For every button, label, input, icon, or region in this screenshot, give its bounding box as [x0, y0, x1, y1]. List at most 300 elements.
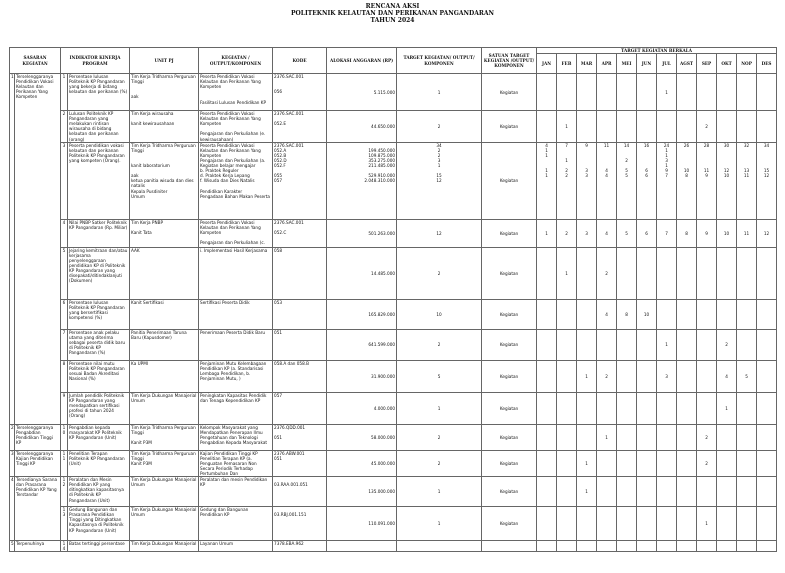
- sasaran-text: Terselenggaranya Kajian Pendidikan Tinggi KP: [15, 450, 61, 476]
- cell-line: 058.A dan 058.B: [274, 360, 309, 366]
- indikator-number: 12: [61, 477, 68, 507]
- satuan: Kegiatan: [482, 299, 537, 329]
- col-alokasi: ALOKASI ANGGARAN (RP): [327, 48, 397, 74]
- month-value: [657, 477, 677, 507]
- cell-line: 10: [683, 168, 690, 174]
- month-value: 1: [577, 360, 597, 392]
- cell-line: 109.875.000: [368, 152, 396, 158]
- month-value: [757, 247, 777, 299]
- indikator-text: Jejaring kemitraan dan/atau kerjasama penyelenggaraan pendidikan KP di Politeknik KP Pangandaran yang disepakati/ditindaklanjuti (Dokumen): [68, 247, 130, 299]
- month-value: [637, 507, 657, 541]
- month-value: 2: [717, 329, 737, 360]
- cell-line: 051: [274, 434, 283, 440]
- sasaran-number: 2: [10, 424, 15, 450]
- month-value: [737, 477, 757, 507]
- cell-line: 9: [705, 173, 708, 179]
- cell-line: Tim Kerja Dukungan Manajerial Umum: [131, 477, 197, 488]
- table-head: [10, 48, 777, 74]
- cell-line: 12: [763, 173, 770, 179]
- month-value: [717, 111, 737, 143]
- cell-line: 7378.EBA.962: [274, 541, 304, 547]
- alokasi: 501.263.000: [327, 219, 397, 247]
- month-value: 1: [697, 507, 717, 541]
- month-value: 1: [557, 247, 577, 299]
- doc-title: RENCANA AKSI: [365, 3, 420, 10]
- month-value: [577, 247, 597, 299]
- month-value: [737, 329, 757, 360]
- month-value: [697, 477, 717, 507]
- indikator-number: 5: [61, 247, 68, 299]
- col-satuan: SATUAN TARGET KEGIATAN /OUTPUT/ KOMPONEN: [482, 48, 537, 74]
- satuan: Kegiatan: [482, 392, 537, 424]
- cell-line: 1: [665, 152, 668, 158]
- cell-line: Tim Kerja Dukungan Manajerial Umum: [131, 392, 197, 403]
- cell-line: 5: [625, 168, 628, 174]
- month-value: 4: [597, 219, 617, 247]
- unit-pj: [130, 111, 199, 143]
- month-value: [577, 507, 597, 541]
- month-value: [677, 450, 697, 476]
- month-value: [617, 424, 637, 450]
- indikator-text: Pengabdian kepada masyarakat KP Politeknik KP Pangandaran (Unit): [68, 424, 130, 450]
- month-value: [637, 360, 657, 392]
- month-value: [717, 450, 737, 476]
- target-output: 1: [397, 507, 482, 541]
- target-output: 2: [397, 111, 482, 143]
- month-value: [617, 360, 637, 392]
- sasaran-number: 5: [10, 541, 15, 552]
- month-value: 2: [697, 424, 717, 450]
- month-header-des: DES: [757, 54, 777, 74]
- document-header: [0, 3, 785, 24]
- cell-line: Tim Kerja Dukungan Manajerial Umum: [131, 507, 197, 518]
- month-value: [677, 329, 697, 360]
- month-value: [557, 424, 577, 450]
- cell-line: 32: [743, 142, 750, 148]
- month-header-mei: MEI: [617, 54, 637, 74]
- cell-line: 9: [585, 142, 588, 148]
- sasaran-number: 4: [10, 477, 15, 541]
- month-value: [637, 541, 657, 552]
- cell-line: Sertifikasi Peserta Didik: [200, 299, 250, 305]
- cell-line: Pengajaran dan Perkuliahan (c.: [200, 240, 266, 246]
- table-row: [10, 329, 777, 360]
- month-value: [617, 247, 637, 299]
- cell-line: 2376.SAC.001: [274, 74, 304, 80]
- month-value: [657, 111, 677, 143]
- target-output: 2: [397, 329, 482, 360]
- cell-line: 11: [703, 168, 710, 174]
- month-value: [697, 329, 717, 360]
- month-value: [677, 74, 697, 111]
- month-value: [537, 477, 557, 507]
- month-value: [577, 329, 597, 360]
- indikator-number: 10: [61, 424, 68, 450]
- cell-line: Gedung dan Bangunan Pendidikan KP: [200, 507, 249, 518]
- cell-line: Kanit Tata: [131, 229, 152, 235]
- cell-line: Kanit P3M: [131, 439, 152, 445]
- cell-line: 1: [545, 152, 548, 158]
- month-value: [677, 424, 697, 450]
- month-value: 1: [717, 392, 737, 424]
- month-value: [757, 329, 777, 360]
- kode: [273, 360, 327, 392]
- month-value: [737, 541, 757, 552]
- satuan: Kegiatan: [482, 247, 537, 299]
- kegiatan: [199, 424, 273, 450]
- kegiatan: [199, 392, 273, 424]
- kegiatan: [199, 541, 273, 552]
- month-value: 2: [557, 219, 577, 247]
- satuan: Kegiatan: [482, 477, 537, 507]
- month-value: 1: [577, 477, 597, 507]
- month-value: [737, 74, 757, 111]
- month-value: [697, 74, 717, 111]
- cell-line: 6: [645, 173, 648, 179]
- month-value: 1: [537, 219, 557, 247]
- indikator-text: Nilai PNBP Satker Politeknik KP Pangandaran (Rp. Miliar): [68, 219, 130, 247]
- cell-line: 2: [437, 152, 441, 158]
- cell-line: 529.910.000: [368, 173, 396, 179]
- month-value: 12: [757, 219, 777, 247]
- col-target-output: TARGET KEGIATAN/ OUTPUT/ KOMPONEN: [397, 48, 482, 74]
- unit-pj: [130, 299, 199, 329]
- cell-line: 34: [436, 142, 442, 148]
- cell-line: 12: [723, 168, 730, 174]
- indikator-number: 14: [61, 541, 68, 552]
- month-value: [677, 142, 697, 219]
- cell-line: 10: [723, 173, 730, 179]
- month-value: [557, 142, 577, 219]
- cell-line: 2: [625, 157, 628, 163]
- month-value: 2: [697, 450, 717, 476]
- month-value: [557, 541, 577, 552]
- cell-line: 28: [703, 142, 710, 148]
- unit-pj: [130, 329, 199, 360]
- table-row: [10, 142, 777, 219]
- kode: [273, 507, 327, 541]
- table-row: [10, 507, 777, 541]
- target-output: [397, 142, 482, 219]
- indikator-number: 3: [61, 142, 68, 219]
- indikator-text: Persentase lulusan Politeknik KP Pangandaran yang bersertifikasi kompetensi (%): [68, 299, 130, 329]
- month-value: 10: [637, 299, 657, 329]
- cell-line: 2.048.310.000: [364, 178, 396, 184]
- satuan: Kegiatan: [482, 111, 537, 143]
- month-value: 8: [617, 299, 637, 329]
- kegiatan: [199, 329, 273, 360]
- alokasi: 45.000.000: [327, 450, 397, 476]
- month-value: [597, 477, 617, 507]
- month-value: [757, 507, 777, 541]
- month-value: [657, 507, 677, 541]
- kegiatan: [199, 111, 273, 143]
- month-value: [537, 392, 557, 424]
- month-value: 1: [577, 450, 597, 476]
- cell-line: 6: [645, 168, 648, 174]
- month-value: [537, 299, 557, 329]
- month-value: [697, 541, 717, 552]
- satuan: Kegiatan: [482, 507, 537, 541]
- cell-line: 3: [665, 157, 668, 163]
- alokasi: 14.485.000: [327, 247, 397, 299]
- month-value: [637, 111, 657, 143]
- month-value: [537, 424, 557, 450]
- month-value: 1: [557, 111, 577, 143]
- col-kode: KODE: [273, 48, 327, 74]
- month-header-sep: SEP: [697, 54, 717, 74]
- month-value: [757, 541, 777, 552]
- indikator-text: Gedung Bangunan dan Prasarana Pendidikan Tinggi yang Ditingkatkan Kapasitasnya di Politeknik KP Pangandaran (Unit): [68, 507, 130, 541]
- alokasi: 58.000.000: [327, 424, 397, 450]
- cell-line: 211.485.000: [368, 163, 396, 169]
- month-value: [597, 74, 617, 111]
- cell-line: Peserta Pendidikan Vokasi Kelautan dan Perikanan Yang Kompeten: [200, 219, 261, 235]
- target-output: [397, 541, 482, 552]
- month-value: [637, 74, 657, 111]
- month-value: [557, 360, 577, 392]
- cell-line: 3: [585, 173, 588, 179]
- month-value: [677, 541, 697, 552]
- alokasi: 44.650.000: [327, 111, 397, 143]
- target-output: 2: [397, 247, 482, 299]
- cell-line: 4: [545, 142, 548, 148]
- cell-line: Kanit P3M: [131, 460, 152, 466]
- month-value: [637, 142, 657, 219]
- month-value: [577, 541, 597, 552]
- month-header-jan: JAN: [537, 54, 557, 74]
- cell-line: 4: [605, 173, 608, 179]
- month-value: [737, 424, 757, 450]
- month-value: 2: [697, 111, 717, 143]
- cell-line: Fasilitasi Lulusan Pendidikan KP: [200, 99, 267, 105]
- table-row: [10, 299, 777, 329]
- cell-line: Tim Kerja wirausaha: [131, 111, 174, 117]
- month-value: [577, 424, 597, 450]
- cell-line: Kajian Pendidikan Tinggi KP: [200, 450, 258, 456]
- cell-line: 11: [743, 173, 750, 179]
- satuan: Kegiatan: [482, 219, 537, 247]
- month-value: [737, 450, 757, 476]
- month-value: 1: [657, 74, 677, 111]
- cell-line: Kelompok Masyarakat yang Mendapatkan Penerapan Ilmu Pengetahuan dan Teknologi: [200, 424, 263, 440]
- cell-line: ketua panitia wisuda dan dies natalis: [131, 178, 194, 189]
- month-value: [737, 247, 757, 299]
- month-value: [637, 424, 657, 450]
- cell-line: 1: [665, 163, 668, 169]
- month-value: [757, 392, 777, 424]
- alokasi: 165.829.000: [327, 299, 397, 329]
- indikator-text: Persentase anak pelaku utama yang diterima sebagai peserta didik baru di Politeknik KP Pangandaran (%): [68, 329, 130, 360]
- unit-pj: [130, 392, 199, 424]
- cell-line: Pengadaan Bahan Makan Peserta: [200, 193, 271, 199]
- rencana-aksi-table-wrap: [9, 47, 776, 552]
- cell-line: 7: [665, 173, 668, 179]
- month-value: [617, 74, 637, 111]
- kegiatan: [199, 360, 273, 392]
- rencana-aksi-table: [9, 47, 777, 552]
- month-value: [557, 477, 577, 507]
- month-value: [697, 392, 717, 424]
- satuan: Kegiatan: [482, 424, 537, 450]
- month-value: 8: [677, 219, 697, 247]
- indikator-text: Jumlah pendidik Politeknik KP Pangandaran yang mendapatkan sertifikasi profesi di tahun 2024 (Orang): [68, 392, 130, 424]
- month-value: [557, 329, 577, 360]
- month-value: 11: [737, 219, 757, 247]
- target-output: 1: [397, 477, 482, 507]
- table-row: [10, 360, 777, 392]
- kegiatan: [199, 299, 273, 329]
- month-value: [657, 299, 677, 329]
- cell-line: 2: [437, 147, 441, 153]
- cell-line: d. Praktek Kerja Lepang: [200, 173, 250, 179]
- kode: [273, 142, 327, 219]
- kegiatan: [199, 74, 273, 111]
- kode: [273, 424, 327, 450]
- unit-pj: [130, 219, 199, 247]
- cell-line: 052.C: [274, 229, 287, 235]
- month-value: 5: [617, 219, 637, 247]
- month-header-feb: FEB: [557, 54, 577, 74]
- month-value: 3: [657, 360, 677, 392]
- cell-line: 30: [723, 142, 730, 148]
- month-value: [597, 450, 617, 476]
- cell-line: 1: [437, 163, 441, 169]
- indikator-number: 13: [61, 507, 68, 541]
- month-value: [677, 477, 697, 507]
- month-value: [637, 392, 657, 424]
- cell-line: kanit laboratorium: [131, 163, 170, 169]
- month-header-okt: OKT: [717, 54, 737, 74]
- col-kegiatan: KEGIATAN / OUTPUT/KOMPONEN: [199, 48, 273, 74]
- cell-line: 2376.SAC.001: [274, 111, 304, 117]
- cell-line: Pengabdian Kepada Masyarakat: [200, 439, 268, 445]
- month-value: [757, 74, 777, 111]
- alokasi: 641.599.000: [327, 329, 397, 360]
- unit-pj: [130, 74, 199, 111]
- kode: [273, 111, 327, 143]
- month-value: [677, 360, 697, 392]
- cell-line: 12: [436, 178, 442, 184]
- month-header-mar: MAR: [577, 54, 597, 74]
- month-value: 7: [657, 219, 677, 247]
- indikator-number: 4: [61, 219, 68, 247]
- month-value: [617, 111, 637, 143]
- cell-line: Penjaminan Mutu Kelembagaan Pendidikan KP (a. Standarisasi Lembaga Pendidikan, b. Penjaminan Mutu, ): [200, 360, 267, 381]
- unit-pj: [130, 142, 199, 219]
- month-value: [697, 142, 717, 219]
- month-value: 6: [637, 219, 657, 247]
- cell-line: Peserta Pendidikan Vokasi Kelautan dan Perikanan Yang Kompeten: [200, 142, 261, 158]
- kegiatan: [199, 507, 273, 541]
- month-value: [757, 360, 777, 392]
- kegiatan: [199, 219, 273, 247]
- alokasi: [327, 541, 397, 552]
- month-value: [757, 450, 777, 476]
- cell-line: 1: [545, 168, 548, 174]
- target-output: 2: [397, 424, 482, 450]
- col-unit: UNIT PJ: [130, 48, 199, 74]
- month-value: [717, 424, 737, 450]
- cell-line: 2: [565, 173, 568, 179]
- cell-line: kanit kewirausahaan: [131, 121, 175, 127]
- kode: [273, 392, 327, 424]
- cell-line: 058: [274, 247, 283, 253]
- month-value: [757, 111, 777, 143]
- month-value: [757, 299, 777, 329]
- cell-line: 03.RAA.001.051: [274, 482, 308, 488]
- cell-line: 14: [623, 142, 630, 148]
- cell-line: Penelitian Terapan KP (a. Penguatan Pemasaran Non Secara Periodik Terhadap Pertumbuhan Dan: [200, 455, 257, 477]
- target-output: 10: [397, 299, 482, 329]
- month-value: [597, 392, 617, 424]
- alokasi: 4.000.000: [327, 392, 397, 424]
- month-value: [757, 477, 777, 507]
- indikator-text: Lulusan Politeknik KP Pangandaran yang melakukan rintisan wirausaha di bidang kelautan dan perikanan (orang): [68, 111, 130, 143]
- month-value: [717, 507, 737, 541]
- cell-line: 8: [685, 173, 688, 179]
- month-value: [677, 247, 697, 299]
- satuan: Kegiatan: [482, 360, 537, 392]
- indikator-text: Penelitian Terapan Politeknik KP Pangandaran (Unit): [68, 450, 130, 476]
- unit-pj: [130, 424, 199, 450]
- unit-pj: [130, 360, 199, 392]
- cell-line: 052.D: [274, 157, 287, 163]
- cell-line: 055: [274, 173, 283, 179]
- cell-line: Penerimaan Peserta Didik Baru: [200, 329, 266, 335]
- cell-line: 2376.ABW.001: [274, 450, 305, 456]
- month-value: [537, 541, 557, 552]
- month-value: [757, 424, 777, 450]
- cell-line: 053: [274, 299, 283, 305]
- col-indikator: INDIKATOR KINERJA PROGRAM: [61, 48, 130, 74]
- cell-line: b. Praktek Reguler: [200, 168, 239, 174]
- month-value: [717, 541, 737, 552]
- indikator-text: Persentase lulusan Politeknik KP Pangandaran yang bekerja di bidang kelautan dan perikanan (%): [68, 74, 130, 111]
- month-value: [537, 450, 557, 476]
- cell-line: 1: [665, 147, 668, 153]
- unit-pj: [130, 477, 199, 507]
- month-value: [677, 507, 697, 541]
- unit-pj: [130, 247, 199, 299]
- cell-line: Pengajaran dan Perkuliahan (e. kewirausahaan): [200, 131, 266, 142]
- month-value: [637, 329, 657, 360]
- month-value: [657, 247, 677, 299]
- satuan: Kegiatan: [482, 450, 537, 476]
- month-value: [557, 299, 577, 329]
- month-value: [617, 329, 637, 360]
- alokasi: 110.091.000: [327, 507, 397, 541]
- month-header-apr: APR: [597, 54, 617, 74]
- month-header-nop: NOP: [737, 54, 757, 74]
- month-value: [597, 111, 617, 143]
- sasaran-number: 3: [10, 450, 15, 476]
- table-body: [10, 74, 777, 552]
- sasaran-number: 1: [10, 74, 15, 425]
- alokasi: 5.115.000: [327, 74, 397, 111]
- month-value: 1: [657, 329, 677, 360]
- cell-line: 052.F: [274, 163, 286, 169]
- cell-line: Tim Kerja PNBP: [131, 219, 163, 225]
- month-value: [737, 507, 757, 541]
- kode: [273, 299, 327, 329]
- cell-line: 16: [643, 142, 650, 148]
- cell-line: 1: [565, 157, 568, 163]
- month-value: [597, 329, 617, 360]
- cell-line: 11: [603, 142, 610, 148]
- table-row: [10, 477, 777, 507]
- month-value: [577, 111, 597, 143]
